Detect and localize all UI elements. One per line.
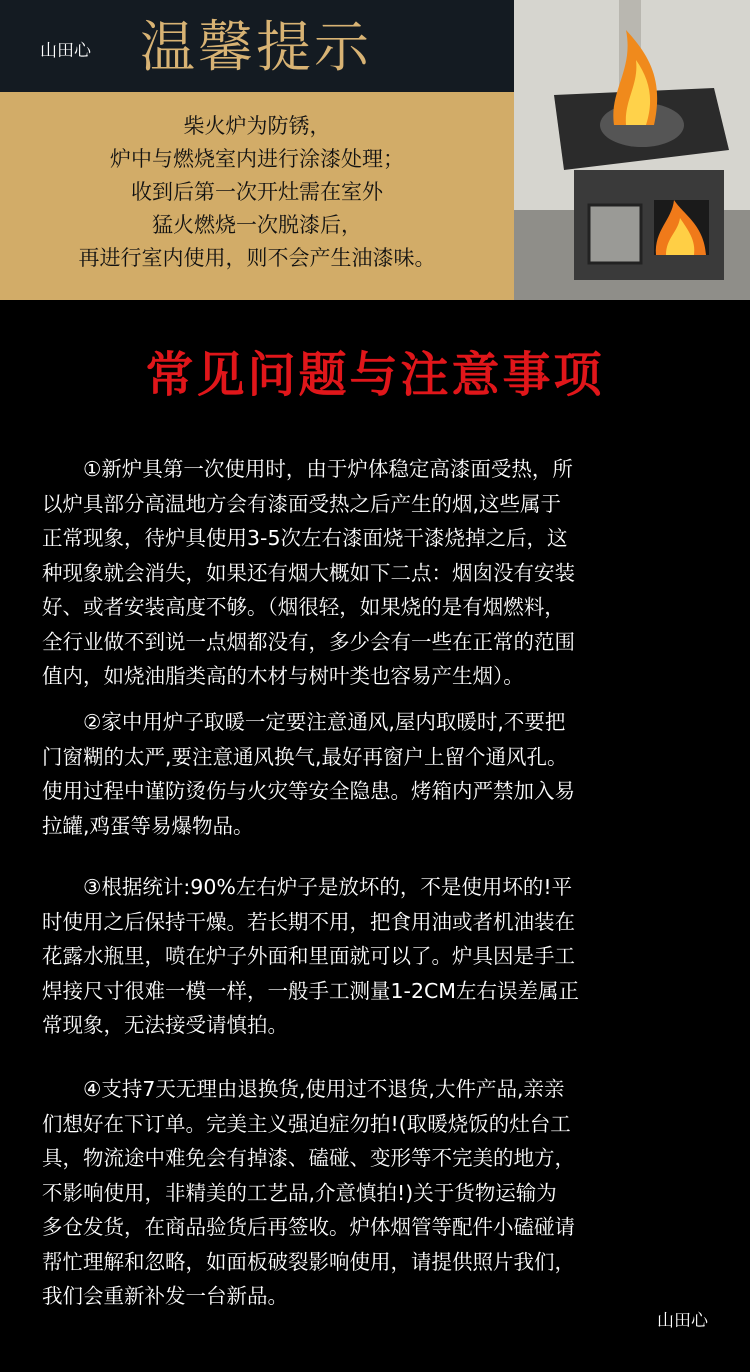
paragraph-line: ①新炉具第一次使用时，由于炉体稳定高漆面受热，所 [42, 457, 573, 481]
paragraph-line: 值内，如烧油脂类高的木材与树叶类也容易产生烟）。 [42, 664, 524, 688]
notice-line: 再进行室内使用，则不会产生油漆味。 [78, 246, 436, 270]
paragraph-line: 多仓发货，在商品验货后再签收。炉体烟管等配件小磕碰请 [42, 1215, 575, 1239]
paragraph-line: 花露水瓶里，喷在炉子外面和里面就可以了。炉具因是手工 [42, 944, 575, 968]
paragraph-line: 正常现象，待炉具使用3-5次左右漆面烧干漆烧掉之后，这 [42, 526, 568, 550]
paragraph-line: 好、或者安装高度不够。（烟很轻，如果烧的是有烟燃料， [42, 595, 565, 619]
paragraph-line: 帮忙理解和忽略，如面板破裂影响使用，请提供照片我们， [42, 1249, 575, 1274]
section-title: 常见问题与注意事项 [145, 347, 605, 403]
paragraph-line: 全行业做不到说一点烟都没有，多少会有一些在正常的范围 [42, 629, 575, 654]
paragraph-line: ②家中用炉子取暖一定要注意通风,屋内取暖时,不要把 [42, 710, 566, 734]
paragraph-line: 使用过程中谨防烫伤与火灾等安全隐患。烤箱内严禁加入易 [42, 779, 575, 803]
paragraph-line: 我们会重新补发一台新品。 [42, 1284, 288, 1308]
notice-line: 收到后第一次开灶需在室外 [131, 180, 383, 204]
notice-line: 猛火燃烧一次脱漆后， [152, 213, 362, 237]
paragraph-line: 焊接尺寸很难一模一样，一般手工测量1-2CM左右误差属正 [42, 978, 579, 1003]
paragraph-line: ③根据统计:90%左右炉子是放坏的，不是使用坏的!平 [42, 875, 573, 899]
faq-paragraph-3 [42, 870, 708, 1043]
notice-title: 温馨提示 [140, 15, 373, 79]
faq-paragraph-1 [42, 452, 708, 694]
paragraph-line: 门窗糊的太严,要注意通风换气,最好再窗户上留个通风孔。 [42, 744, 568, 769]
notice-text-box [0, 92, 514, 300]
paragraph-line: 以炉具部分高温地方会有漆面受热之后产生的烟,这些属于 [42, 491, 562, 516]
faq-paragraph-4 [42, 1072, 708, 1314]
notice-header [0, 0, 750, 300]
paragraph-line: ④支持7天无理由退换货,使用过不退货,大件产品,亲亲 [42, 1077, 565, 1101]
notice-line: 柴火炉为防锈， [183, 114, 331, 138]
paragraph-line: 种现象就会消失，如果还有烟大概如下二点：烟囱没有安装 [42, 560, 575, 585]
stove-illustration [514, 0, 750, 300]
brand-label-top: 山田心 [40, 41, 91, 61]
faq-paragraph-2 [42, 705, 708, 843]
paragraph-line: 常现象，无法接受请慎拍。 [42, 1013, 288, 1037]
notice-line: 炉中与燃烧室内进行涂漆处理； [110, 147, 404, 171]
brand-label-bottom: 山田心 [657, 1311, 708, 1331]
paragraph-line: 们想好在下订单。完美主义强迫症勿拍!(取暖烧饭的灶台工 [42, 1111, 571, 1136]
paragraph-line: 不影响使用，非精美的工艺品,介意慎拍!)关于货物运输为 [42, 1180, 557, 1205]
header-band [0, 0, 514, 92]
paragraph-line: 拉罐,鸡蛋等易爆物品。 [42, 813, 254, 838]
paragraph-line: 时使用之后保持干燥。若长期不用，把食用油或者机油装在 [42, 909, 575, 934]
wood-stove-fire-photo [514, 0, 750, 300]
paragraph-line: 具，物流途中难免会有掉漆、磕碰、变形等不完美的地方， [42, 1146, 575, 1170]
